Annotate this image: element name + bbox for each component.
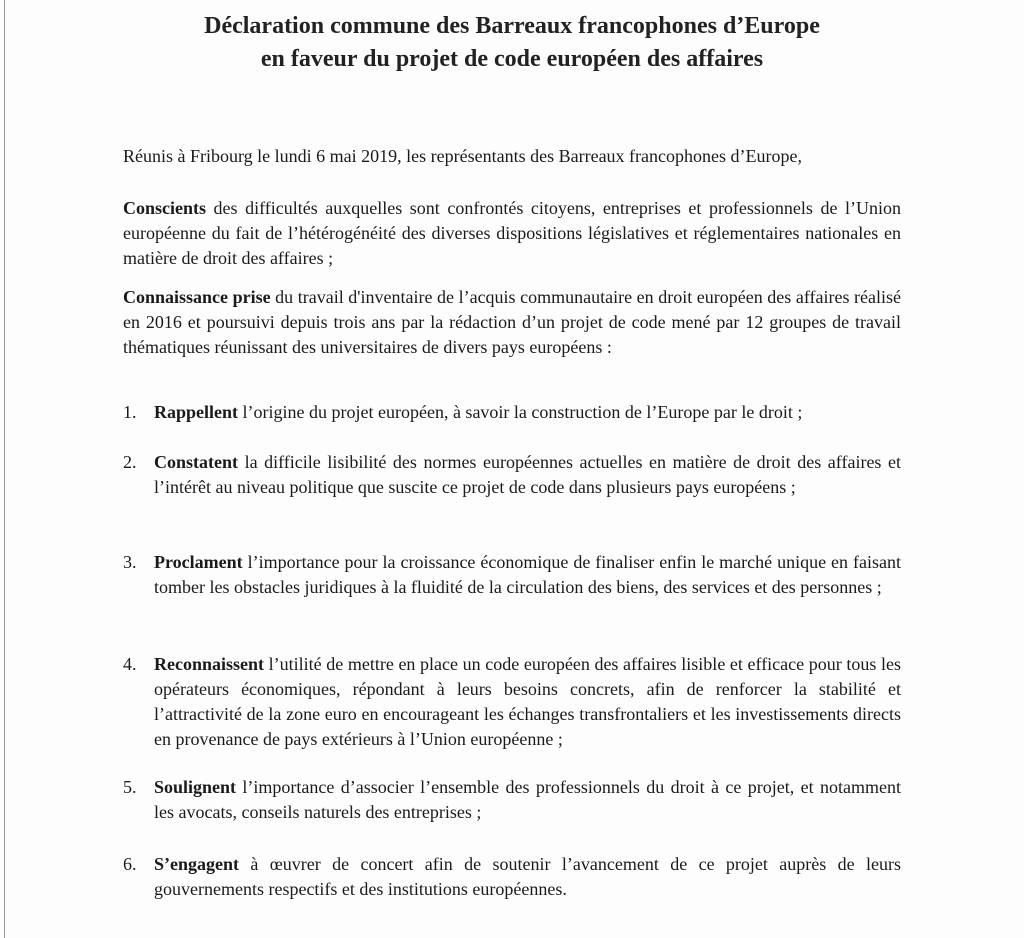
preamble-paragraph-connaissance <box>123 285 901 360</box>
list-item-text: la difficile lisibilité des normes européennes actuelles en matière de droit des affaires et l’intérêt au niveau politique que suscite ce projet de code dans plusieurs pays européens ; <box>154 452 901 497</box>
list-item-number: 3. <box>123 552 137 572</box>
list-item-text: l’utilité de mettre en place un code européen des affaires lisible et efficace pour tous les opérateurs économiques, répondant à leurs besoins concrets, afin de renforcer la stabilité et l’attractivité de la zone euro en encourageant les échanges transfrontaliers et les investissements directs en provenance de pays extérieurs à l’Union européenne ; <box>154 654 901 749</box>
document-title <box>0 10 1024 76</box>
list-item-number: 4. <box>123 654 137 674</box>
list-item-number: 5. <box>123 777 137 797</box>
page-edge-line <box>4 0 5 938</box>
list-item-lead: S’engagent <box>154 854 239 874</box>
list-item-number: 1. <box>123 402 137 422</box>
list-item-body <box>154 550 901 600</box>
preamble-lead: Connaissance prise <box>123 287 271 307</box>
list-item <box>123 852 901 902</box>
list-item-lead: Proclament <box>154 552 243 572</box>
list-item-body <box>154 852 901 902</box>
list-item-body <box>154 775 901 825</box>
list-item-text: l’origine du projet européen, à savoir la construction de l’Europe par le droit ; <box>238 402 803 422</box>
list-item-text: l’importance d’associer l’ensemble des professionnels du droit à ce projet, et notamment les avocats, conseils naturels des entreprises ; <box>154 777 901 822</box>
list-item-number: 2. <box>123 452 137 472</box>
list-item-lead: Constatent <box>154 452 238 472</box>
preamble-text: des difficultés auxquelles sont confrontés citoyens, entreprises et professionnels de l’Union européenne du fait de l’hétérogénéité des diverses dispositions législatives et réglementaires nationales en matière de droit des affaires ; <box>123 198 901 268</box>
list-item <box>123 400 901 425</box>
list-item <box>123 450 901 500</box>
list-item-lead: Soulignent <box>154 777 237 797</box>
list-item-body <box>154 450 901 500</box>
preamble-paragraph-conscients <box>123 196 901 271</box>
list-item <box>123 775 901 825</box>
list-item <box>123 550 901 600</box>
list-item <box>123 652 901 752</box>
preamble-lead: Conscients <box>123 198 207 218</box>
list-item-text: l’importance pour la croissance économique de finaliser enfin le marché unique en faisant tomber les obstacles juridiques à la fluidité de la circulation des biens, des services et des personnes ; <box>154 552 901 597</box>
intro-paragraph: Réunis à Fribourg le lundi 6 mai 2019, les représentants des Barreaux francophones d’Europe, <box>123 146 802 166</box>
list-item-text: à œuvrer de concert afin de soutenir l’avancement de ce projet auprès de leurs gouvernements respectifs et des institutions européennes. <box>154 854 901 899</box>
list-item-lead: Rappellent <box>154 402 239 422</box>
list-item-lead: Reconnaissent <box>154 654 265 674</box>
list-item-number: 6. <box>123 854 137 874</box>
title-line-2: en faveur du projet de code européen des affaires <box>260 46 764 72</box>
list-item-body <box>154 400 901 425</box>
preamble-text: du travail d'inventaire de l’acquis communautaire en droit européen des affaires réalisé en 2016 et poursuivi depuis trois ans par la rédaction d’un projet de code mené par 12 groupes de travail thématiques réunissant des universitaires de divers pays européens : <box>123 287 902 357</box>
list-item-body <box>154 652 901 752</box>
title-line-1: Déclaration commune des Barreaux francophones d’Europe <box>204 13 820 39</box>
